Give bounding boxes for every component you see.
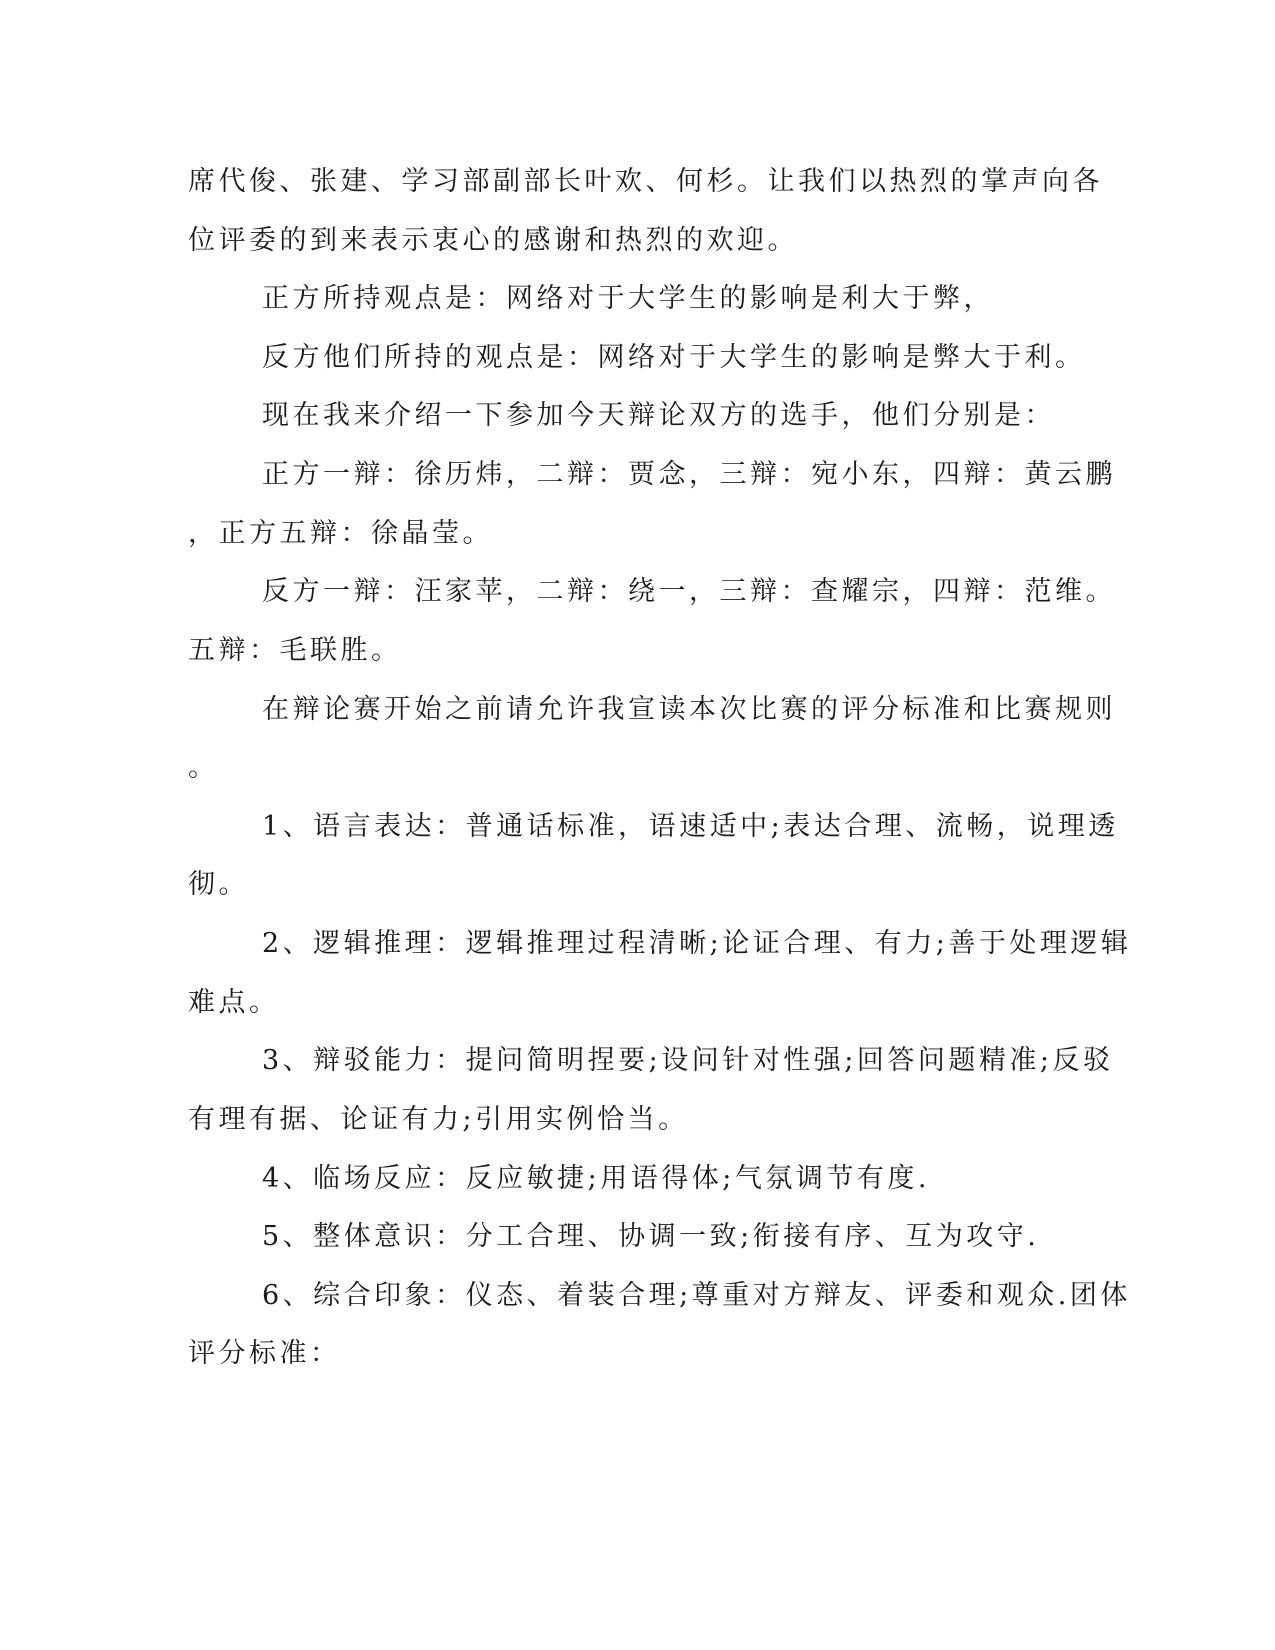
text-line-1: 席代俊、张建、学习部副部长叶欢、何杉。让我们以热烈的掌声向各	[188, 166, 1103, 197]
text-line-21: 评分标准：	[188, 1338, 341, 1369]
text-line-20: 6、综合印象：仪态、着装合理;尊重对方辩友、评委和观众.团体	[262, 1280, 1131, 1311]
text-line-2: 位评委的到来表示衷心的感谢和热烈的欢迎。	[188, 225, 798, 256]
text-line-17: 有理有据、论证有力;引用实例恰当。	[188, 1104, 689, 1135]
text-line-15: 难点。	[188, 987, 280, 1018]
text-line-5: 现在我来介绍一下参加今天辩论双方的选手，他们分别是：	[262, 400, 1055, 431]
text-line-8: 反方一辩：汪家苹，二辩：绕一，三辩：查耀宗，四辩：范维。	[262, 576, 1116, 607]
text-line-7: ，正方五辩：徐晶莹。	[188, 518, 493, 549]
text-line-4: 反方他们所持的观点是：网络对于大学生的影响是弊大于利。	[262, 342, 1086, 373]
text-line-18: 4、临场反应：反应敏捷;用语得体;气氛调节有度.	[262, 1163, 930, 1194]
text-line-12: 1、语言表达：普通话标准，语速适中;表达合理、流畅，说理透	[262, 811, 1119, 842]
text-line-16: 3、辩驳能力：提问简明捏要;设问针对性强;回答问题精准;反驳	[262, 1045, 1114, 1076]
text-line-3: 正方所持观点是：网络对于大学生的影响是利大于弊，	[262, 283, 994, 314]
text-line-14: 2、逻辑推理：逻辑推理过程清晰;论证合理、有力;善于处理逻辑	[262, 928, 1132, 959]
text-line-13: 彻。	[188, 869, 249, 900]
text-line-6: 正方一辩：徐历炜，二辩：贾念，三辩：宛小东，四辩：黄云鹏	[262, 459, 1116, 490]
text-line-19: 5、整体意识：分工合理、协调一致;衔接有序、互为攻守.	[262, 1221, 1040, 1252]
text-line-9: 五辩：毛联胜。	[188, 635, 402, 666]
text-line-11: 。	[188, 752, 219, 783]
text-line-10: 在辩论赛开始之前请允许我宣读本次比赛的评分标准和比赛规则	[262, 694, 1116, 725]
